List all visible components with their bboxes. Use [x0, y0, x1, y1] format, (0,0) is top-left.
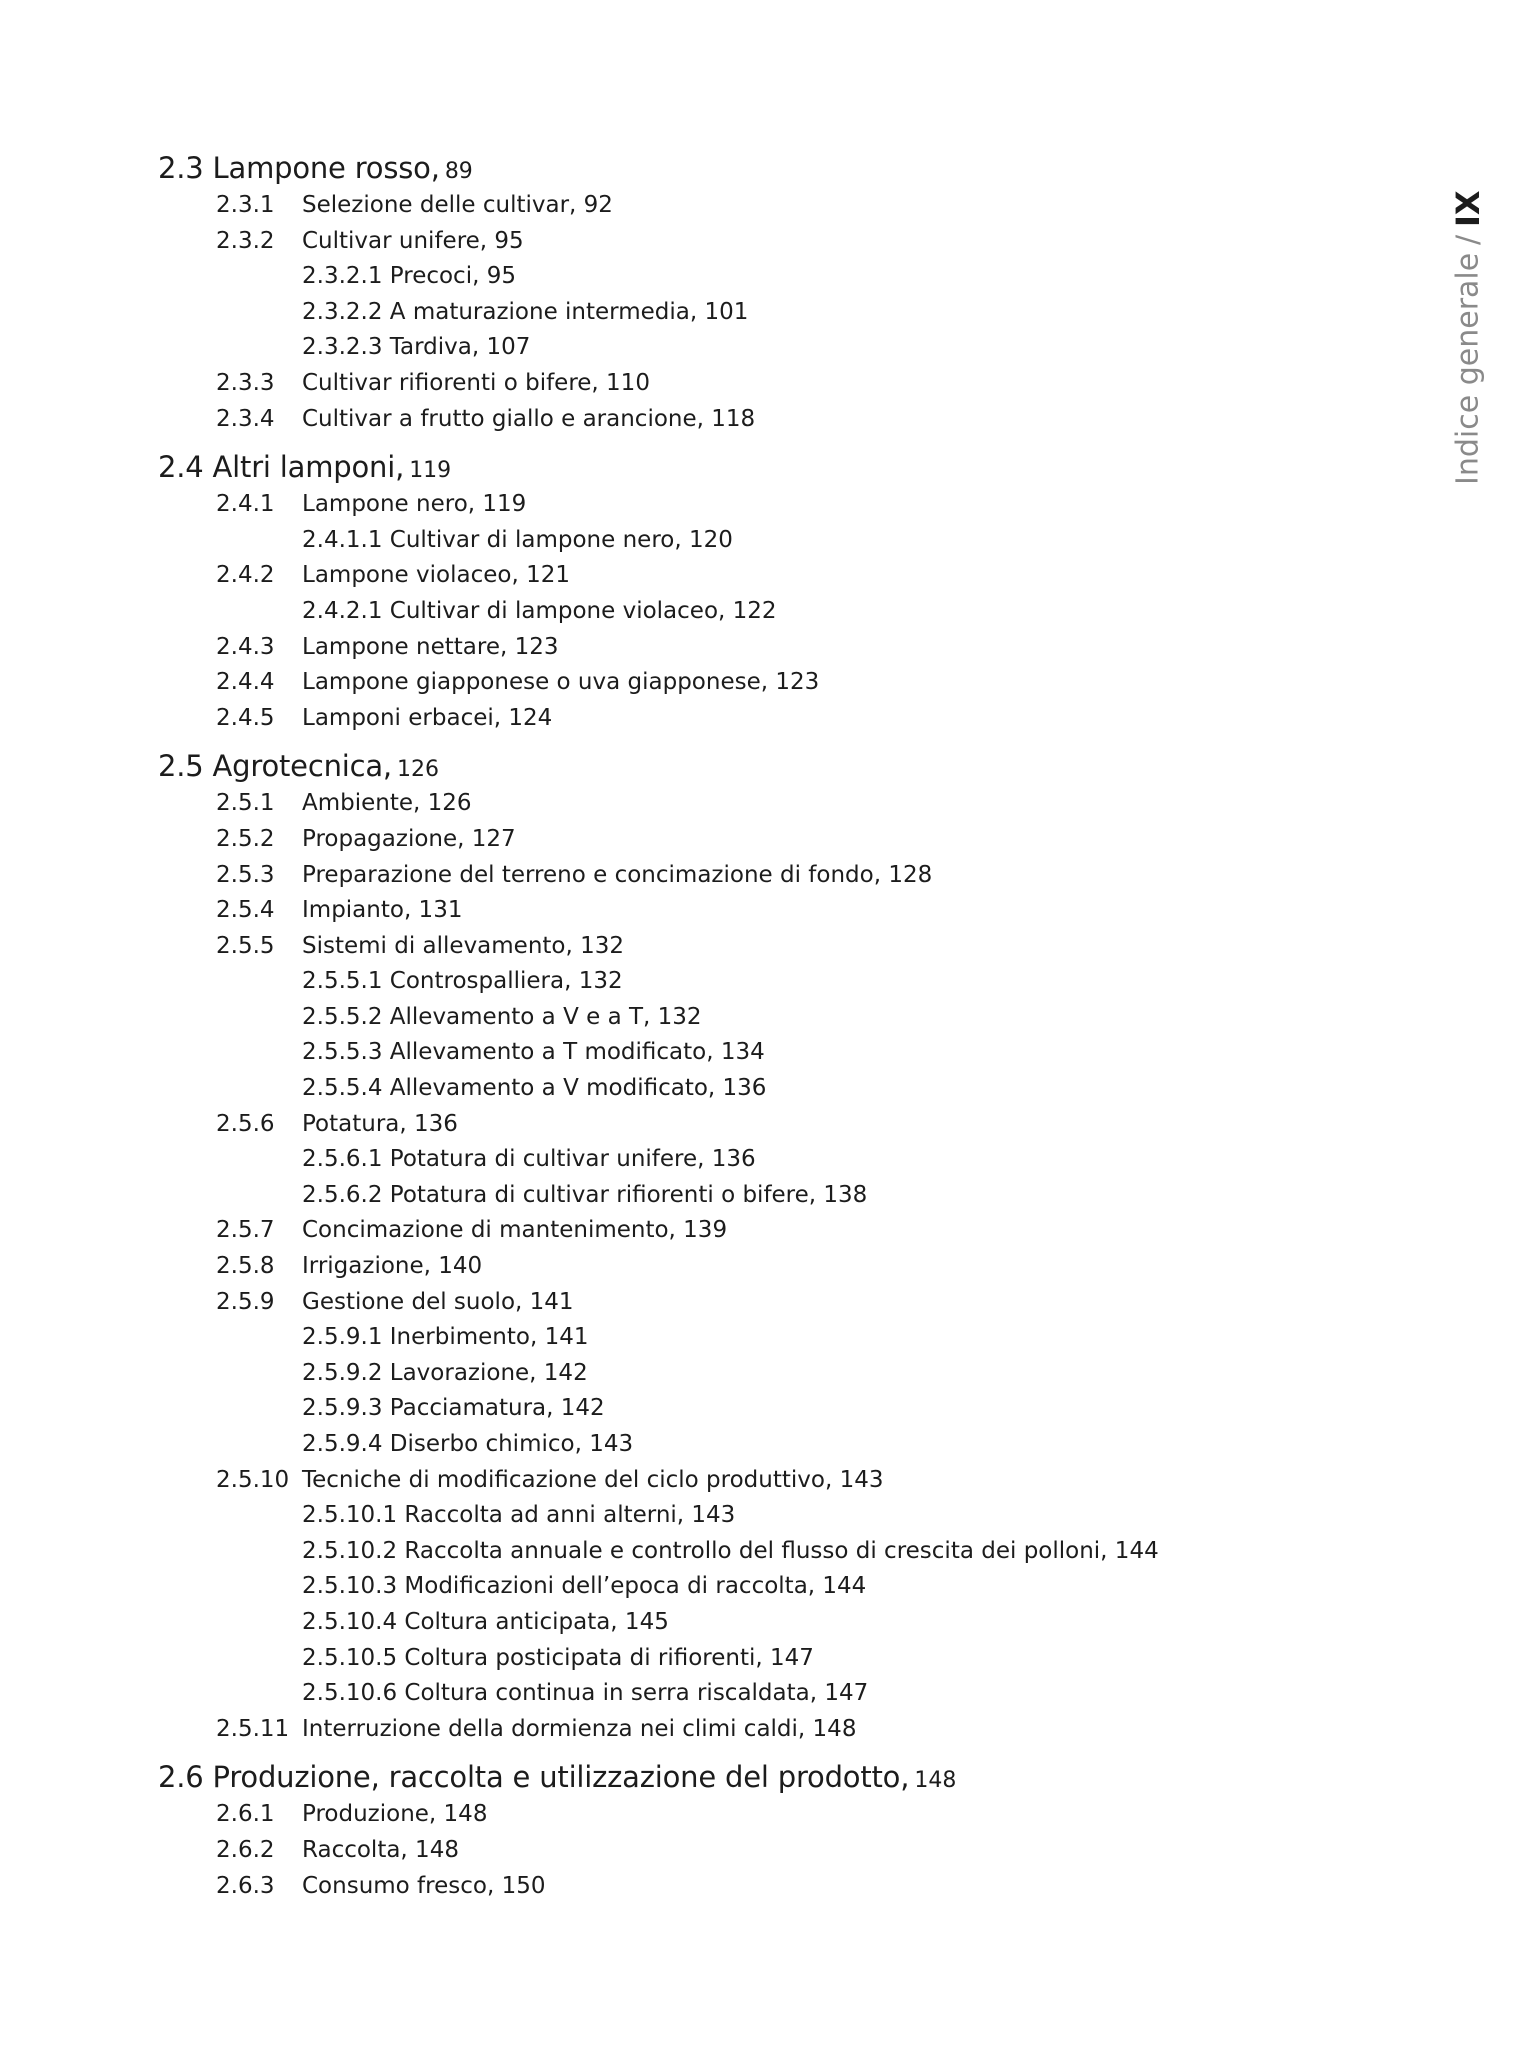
toc-section-page: 148: [914, 1768, 957, 1794]
toc-entry: [158, 558, 1298, 594]
toc-subentry: 2.5.10.6 Coltura continua in serra riscaldata, 147: [302, 1680, 869, 1707]
toc-entry-number: 2.5.4: [216, 897, 275, 924]
toc-entry-number: 2.6.1: [216, 1801, 275, 1828]
toc-subentry: 2.5.10.3 Modificazioni dell’epoca di raccolta, 144: [302, 1573, 867, 1600]
running-header-separator: /: [1450, 234, 1486, 245]
toc-entry: [158, 929, 1298, 965]
toc-subentry: 2.5.10.5 Coltura posticipata di rifiorenti, 147: [302, 1644, 814, 1671]
toc-entry-number: 2.4.1: [216, 491, 275, 518]
toc-entry-number: 2.5.3: [216, 861, 275, 888]
toc-entry-title: Consumo fresco, 150: [302, 1872, 546, 1899]
toc-entry-title: Interruzione della dormienza nei climi caldi, 148: [302, 1715, 857, 1742]
toc-entry: [158, 1463, 1298, 1499]
toc-entry: [158, 402, 1298, 438]
toc-entry: [158, 822, 1298, 858]
toc-subentry: 2.5.5.2 Allevamento a V e a T, 132: [302, 1003, 702, 1030]
toc-entry: [158, 487, 1298, 523]
toc-entry: [158, 366, 1298, 402]
toc-section-title: 2.3 Lampone rosso,: [158, 151, 440, 185]
toc-entry-title: Raccolta, 148: [302, 1836, 459, 1863]
toc-entry-title: Lampone giapponese o uva giapponese, 123: [302, 669, 820, 696]
toc-entry-title: Sistemi di allevamento, 132: [302, 932, 625, 959]
toc-entry: [158, 1797, 1298, 1833]
toc-entry: [158, 630, 1298, 666]
toc-entry-number: 2.3.1: [216, 192, 275, 218]
toc-entry-number: 2.4.3: [216, 633, 275, 660]
toc-entry-title: Produzione, 148: [302, 1801, 488, 1828]
toc-entry: [158, 1712, 1298, 1748]
toc-section-title: 2.5 Agrotecnica,: [158, 749, 392, 784]
toc-entry-title: Lampone violaceo, 121: [302, 562, 570, 589]
toc-entry-number: 2.4.4: [216, 669, 275, 696]
toc-section-heading: [158, 449, 1298, 485]
toc-subentry: 2.5.6.1 Potatura di cultivar unifere, 136: [302, 1146, 756, 1173]
toc-subentry: 2.5.10.1 Raccolta ad anni alterni, 143: [302, 1502, 736, 1529]
toc-subentry: 2.3.2.1 Precoci, 95: [302, 263, 516, 290]
toc-entry: [158, 786, 1298, 822]
toc-entry-title: Irrigazione, 140: [302, 1253, 483, 1280]
toc-entry-title: Cultivar rifiorenti o bifere, 110: [302, 369, 650, 396]
toc-entry-number: 2.5.5: [216, 932, 275, 959]
page-number: IX: [1449, 190, 1487, 227]
toc-entry-title: Selezione delle cultivar, 92: [302, 192, 613, 218]
toc-entry-title: Lampone nero, 119: [302, 491, 527, 518]
toc-entry-number: 2.6.3: [216, 1872, 275, 1899]
toc-subentry: 2.5.5.4 Allevamento a V modificato, 136: [302, 1075, 767, 1102]
toc-entry-number: 2.3.3: [216, 369, 275, 396]
running-header: [1443, 155, 1493, 485]
toc-entry-title: Gestione del suolo, 141: [302, 1288, 574, 1315]
toc-section-page: 89: [444, 159, 473, 184]
toc-subentry: 2.5.10.2 Raccolta annuale e controllo del flusso di crescita dei polloni, 144: [302, 1537, 1159, 1564]
toc-section-heading: [158, 748, 1298, 784]
toc-section-heading: [158, 150, 1298, 186]
toc-subentry: 2.5.5.3 Allevamento a T modificato, 134: [302, 1039, 765, 1066]
toc-subentry: 2.5.9.2 Lavorazione, 142: [302, 1359, 588, 1386]
toc-subentry: 2.5.9.1 Inerbimento, 141: [302, 1324, 589, 1351]
toc-entry-number: 2.5.11: [216, 1715, 290, 1742]
toc-entry: [158, 1107, 1298, 1143]
toc-entry-number: 2.5.1: [216, 790, 275, 817]
table-of-contents: [158, 150, 1298, 1904]
running-header-title: Indice generale: [1450, 252, 1486, 485]
toc-entry-number: 2.5.9: [216, 1288, 275, 1315]
toc-entry: [158, 188, 1298, 224]
toc-entry: [158, 665, 1298, 701]
toc-section-page: 119: [409, 458, 452, 484]
toc-subentry: 2.3.2.2 A maturazione intermedia, 101: [302, 298, 749, 325]
toc-entry-title: Potatura, 136: [302, 1110, 458, 1137]
toc-entry: [158, 1213, 1298, 1249]
toc-entry: [158, 858, 1298, 894]
toc-entry-title: Cultivar a frutto giallo e arancione, 118: [302, 405, 756, 432]
toc-entry: [158, 1285, 1298, 1321]
toc-entry-title: Preparazione del terreno e concimazione di fondo, 128: [302, 861, 933, 888]
toc-subentry: 2.3.2.3 Tardiva, 107: [302, 334, 531, 361]
toc-entry-title: Tecniche di modificazione del ciclo produttivo, 143: [302, 1466, 884, 1493]
toc-entry-number: 2.4.5: [216, 704, 275, 731]
toc-entry-title: Ambiente, 126: [302, 790, 472, 817]
toc-entry-number: 2.5.8: [216, 1253, 275, 1280]
toc-section-page: 126: [397, 757, 440, 783]
toc-entry: [158, 701, 1298, 737]
toc-subentry: 2.4.1.1 Cultivar di lampone nero, 120: [302, 526, 733, 553]
toc-entry-number: 2.5.2: [216, 825, 275, 852]
toc-entry-title: Lamponi erbacei, 124: [302, 704, 553, 731]
toc-entry: [158, 1249, 1298, 1285]
toc-subentry: 2.5.10.4 Coltura anticipata, 145: [302, 1608, 669, 1635]
toc-entry-number: 2.5.6: [216, 1110, 275, 1137]
toc-subentry: 2.5.9.4 Diserbo chimico, 143: [302, 1431, 634, 1457]
toc-entry: [158, 893, 1298, 929]
toc-entry-number: 2.5.10: [216, 1466, 290, 1493]
toc-entry-number: 2.5.7: [216, 1217, 275, 1244]
toc-entry-title: Impianto, 131: [302, 897, 463, 924]
toc-subentry: 2.5.9.3 Pacciamatura, 142: [302, 1395, 605, 1422]
toc-entry: [158, 1833, 1298, 1869]
toc-entry: [158, 1869, 1298, 1905]
toc-subentry: 2.5.5.1 Controspalliera, 132: [302, 968, 623, 995]
toc-subentry: 2.5.6.2 Potatura di cultivar rifiorenti o bifere, 138: [302, 1181, 868, 1208]
toc-entry-title: Propagazione, 127: [302, 825, 516, 852]
toc-section-title: 2.6 Produzione, raccolta e utilizzazione del prodotto,: [158, 1760, 910, 1795]
toc-entry: [158, 224, 1298, 260]
toc-entry-title: Lampone nettare, 123: [302, 633, 559, 660]
toc-section-heading: [158, 1759, 1298, 1795]
toc-entry-title: Cultivar unifere, 95: [302, 227, 524, 254]
toc-entry-number: 2.3.2: [216, 227, 275, 254]
toc-entry-number: 2.6.2: [216, 1836, 275, 1863]
toc-entry-title: Concimazione di mantenimento, 139: [302, 1217, 728, 1244]
toc-section-title: 2.4 Altri lamponi,: [158, 450, 405, 485]
toc-entry-number: 2.3.4: [216, 405, 275, 432]
toc-subentry: 2.4.2.1 Cultivar di lampone violaceo, 122: [302, 597, 777, 624]
toc-entry-number: 2.4.2: [216, 562, 275, 589]
